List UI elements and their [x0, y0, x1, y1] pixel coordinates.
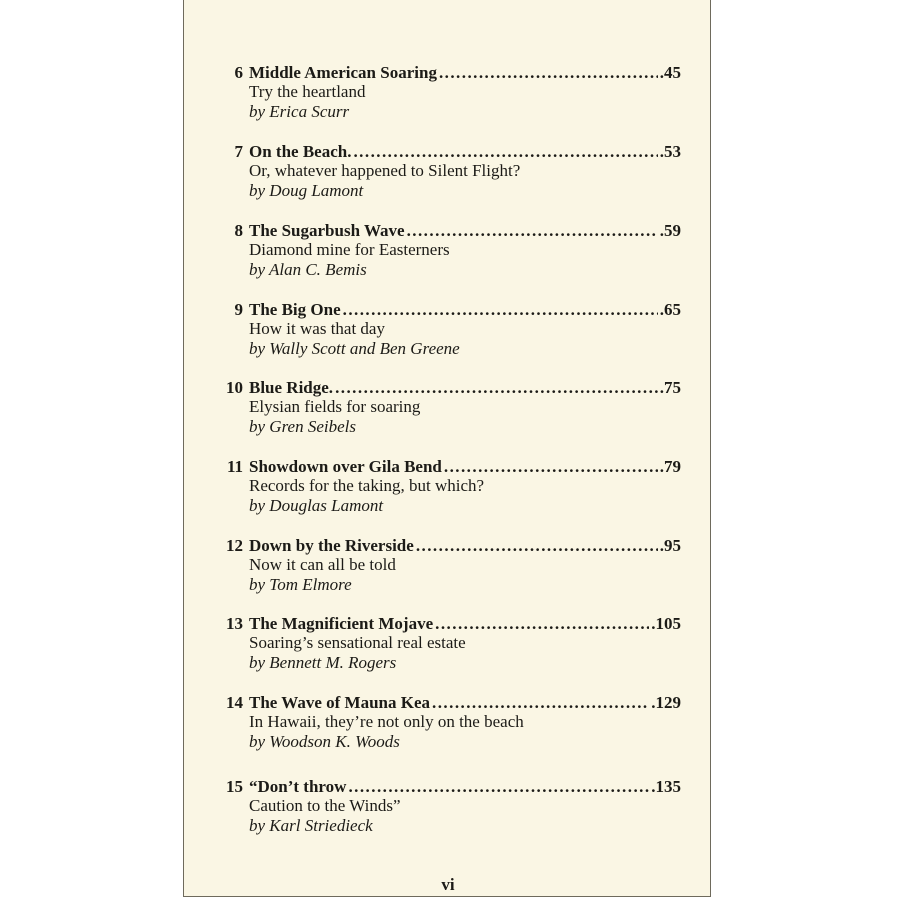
toc-entry [184, 777, 712, 847]
chapter-subtitle: Records for the taking, but which? [249, 476, 485, 495]
title-row [249, 378, 681, 398]
chapter-number: 8 [234, 221, 243, 240]
chapter-subtitle: How it was that day [249, 319, 385, 338]
dot-leader [432, 693, 649, 713]
chapter-subtitle: Or, whatever happened to Silent Flight? [249, 161, 521, 180]
chapter-author: by Tom Elmore [249, 575, 352, 594]
page-number: .65 [659, 300, 681, 319]
page-number: .105 [651, 614, 681, 633]
chapter-subtitle: Try the heartland [249, 82, 366, 101]
chapter-number: 13 [226, 614, 243, 633]
toc-entry [184, 693, 712, 763]
toc-entry [184, 300, 712, 370]
dot-leader [439, 63, 658, 83]
book-page [183, 0, 711, 897]
title-row [249, 142, 681, 162]
chapter-author: by Karl Striedieck [249, 816, 373, 835]
chapter-author: by Gren Seibels [249, 417, 357, 436]
chapter-title: The Sugarbush Wave [249, 221, 405, 240]
page-number: .75 [659, 378, 681, 397]
toc-entry [184, 457, 712, 527]
chapter-subtitle: Diamond mine for Easterners [249, 240, 450, 259]
chapter-author: by Woodson K. Woods [249, 732, 400, 751]
dot-leader [348, 777, 649, 797]
chapter-title: The Big One [249, 300, 341, 319]
chapter-title: The Magnificient Mojave [249, 614, 434, 633]
dot-leader [435, 614, 649, 634]
title-row [249, 693, 681, 713]
chapter-title: “Don’t throw [249, 777, 347, 796]
chapter-title: Showdown over Gila Bend [249, 457, 442, 476]
chapter-subtitle: Soaring’s sensational real estate [249, 633, 466, 652]
chapter-number: 15 [226, 777, 243, 796]
title-row [249, 614, 681, 634]
page-folio: vi [441, 875, 455, 894]
dot-leader [407, 221, 658, 241]
chapter-title: Down by the Riverside [249, 536, 414, 555]
chapter-author: by Erica Scurr [249, 102, 350, 121]
chapter-author: by Douglas Lamont [249, 496, 384, 515]
page-number: .79 [659, 457, 681, 476]
toc-entry [184, 63, 712, 133]
toc-entry [184, 378, 712, 448]
title-row [249, 457, 681, 477]
page-number: .59 [659, 221, 681, 240]
chapter-author: by Alan C. Bemis [249, 260, 367, 279]
chapter-subtitle: Caution to the Winds” [249, 796, 401, 815]
chapter-author: by Bennett M. Rogers [249, 653, 397, 672]
toc-entry [184, 614, 712, 684]
title-row [249, 777, 681, 797]
chapter-title: Middle American Soaring [249, 63, 437, 82]
chapter-subtitle: Now it can all be told [249, 555, 396, 574]
dot-leader [353, 142, 657, 162]
chapter-author: by Doug Lamont [249, 181, 364, 200]
toc-entry [184, 142, 712, 212]
chapter-number: 6 [234, 63, 243, 82]
chapter-subtitle: In Hawaii, they’re not only on the beach [249, 712, 524, 731]
title-row [249, 63, 681, 83]
page-number: .135 [651, 777, 681, 796]
dot-leader [444, 457, 658, 477]
title-row [249, 536, 681, 556]
page-number: .45 [659, 63, 681, 82]
chapter-author: by Wally Scott and Ben Greene [249, 339, 460, 358]
page-number: .95 [659, 536, 681, 555]
chapter-number: 7 [234, 142, 243, 161]
title-row [249, 221, 681, 241]
chapter-subtitle: Elysian fields for soaring [249, 397, 421, 416]
chapter-number: 14 [226, 693, 243, 712]
title-row [249, 300, 681, 320]
toc-entry [184, 536, 712, 606]
page-number: .129 [651, 693, 681, 712]
page-number: .53 [659, 142, 681, 161]
chapter-title: The Wave of Mauna Kea [249, 693, 431, 712]
chapter-title: On the Beach. [249, 142, 352, 161]
chapter-title: Blue Ridge. [249, 378, 334, 397]
dot-leader [343, 300, 658, 320]
chapter-number: 9 [234, 300, 243, 319]
dot-leader [416, 536, 658, 556]
dot-leader [335, 378, 658, 398]
chapter-number: 10 [226, 378, 243, 397]
toc-entry [184, 221, 712, 291]
chapter-number: 12 [226, 536, 243, 555]
chapter-number: 11 [226, 457, 243, 476]
